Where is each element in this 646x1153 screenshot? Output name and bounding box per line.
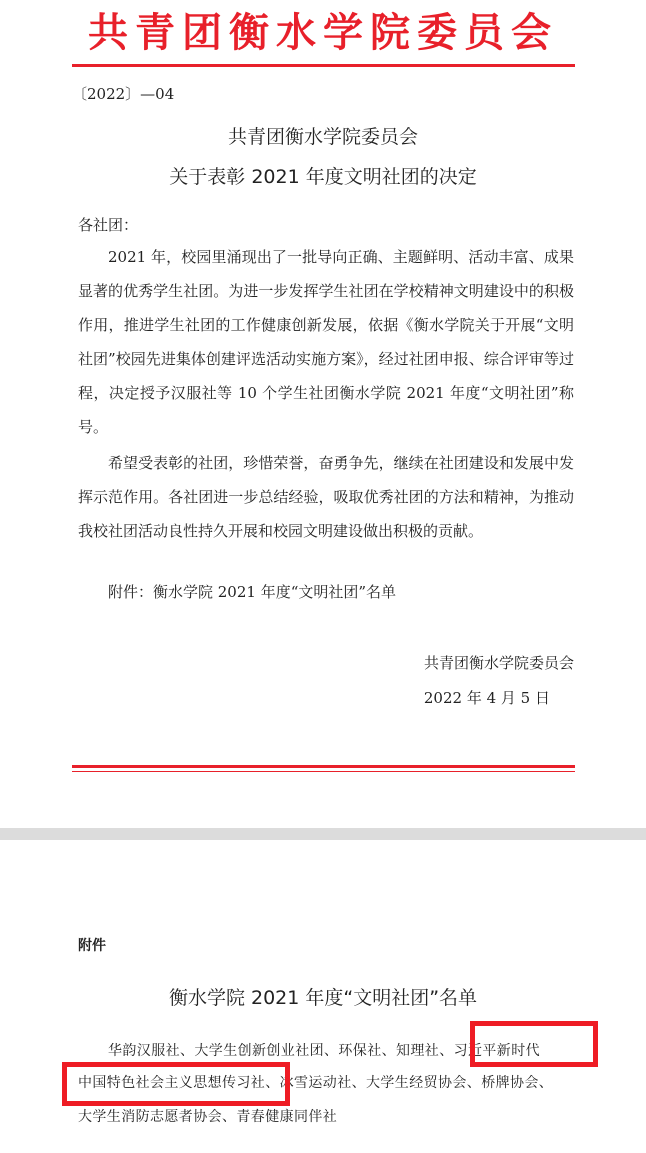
red-masthead: 共青团衡水学院委员会 (88, 10, 558, 56)
highlight-box (470, 1021, 598, 1067)
document-page-2 (0, 840, 646, 1153)
signer: 共青团衡水学院委员会 (423, 654, 574, 672)
document-title: 关于表彰 2021 年度文明社团的决定 (169, 166, 477, 188)
page-separator (0, 828, 646, 840)
attachment-label: 附件 (78, 938, 106, 954)
document-number: 〔2022〕—04 (72, 85, 175, 103)
signing-date: 2022 年 4 月 5 日 (423, 689, 550, 707)
list-line: 大学生消防志愿者协会、青春健康同伴社 (78, 1109, 338, 1125)
red-rule-bottom-thin (72, 771, 575, 772)
body-paragraph-2: 希望受表彰的社团，珍惜荣誉，奋勇争先，继续在社团建设和发展中发挥示范作用。各社团进一步总结经验，吸取优秀社团的方法和精神，为推动我校社团活动良性持久开展和校园文明建设做出积极的贡献。 (78, 454, 574, 540)
salutation: 各社团： (78, 216, 139, 234)
organization-title: 共青团衡水学院委员会 (227, 126, 418, 148)
attachment-note: 附件：衡水学院 2021 年度“文明社团”名单 (108, 583, 397, 601)
list-line: 中国特色社会主义思想传习社、冰雪运动社、大学生经贸协会、桥牌协会、 (78, 1075, 554, 1091)
red-rule-bottom-thick (72, 765, 575, 768)
highlight-box (62, 1062, 290, 1106)
body-paragraph-1: 2021 年，校园里涌现出了一批导向正确、主题鲜明、活动丰富、成果显著的优秀学生社团。为进一步发挥学生社团在学校精神文明建设中的积极作用，推进学生社团的工作健康创新发展，依据《衡水学院关于开展“文明社团”校园先进集体创建评选活动实施方案》，经过社团申报、综合评审等过程，决定授予汉服社等 10 个学生社团衡水学院 2021 年度“文明社团”称号。 (78, 248, 574, 436)
list-title: 衡水学院 2021 年度“文明社团”名单 (168, 987, 478, 1009)
red-rule-top (72, 64, 575, 67)
list-line: 华韵汉服社、大学生创新创业社团、环保社、知理社、习近平新时代 (108, 1043, 540, 1059)
